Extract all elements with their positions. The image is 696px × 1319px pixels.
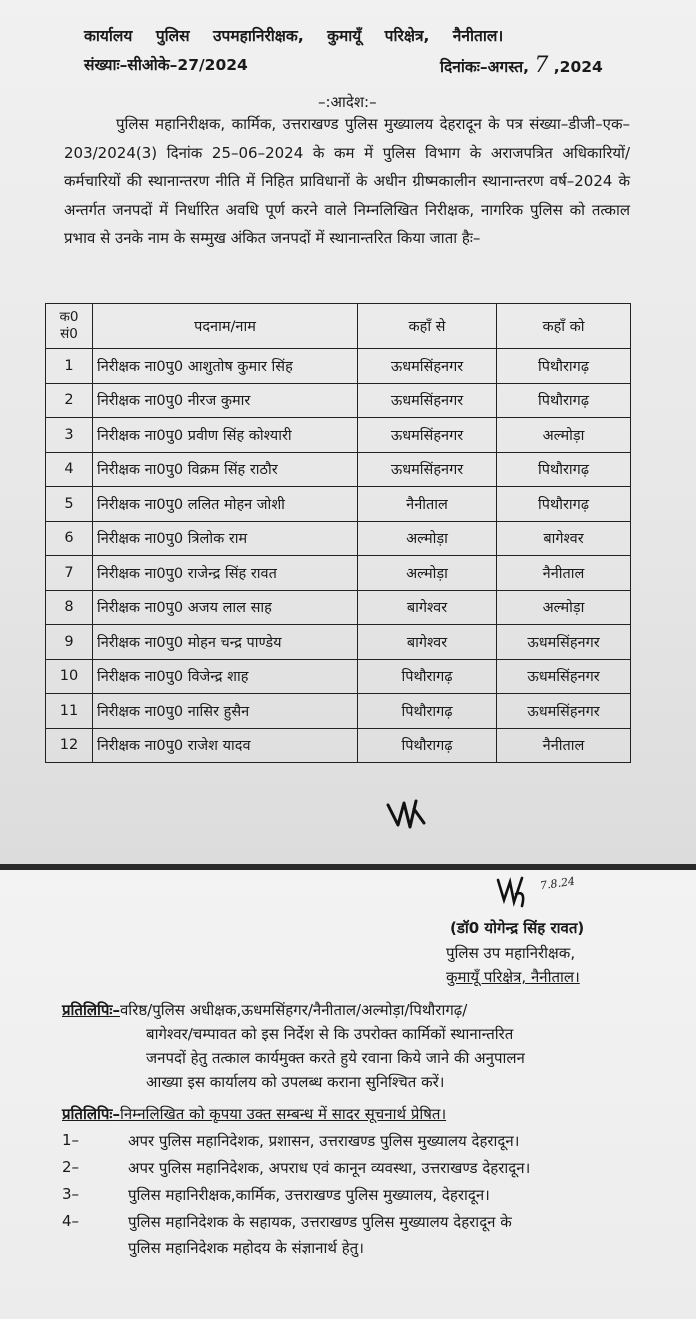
office-header: कार्यालय पुलिस उपमहानिरीक्षक, कुमायूँ परिक्षेत्र, नैनीताल।: [84, 27, 504, 45]
table-row: [46, 487, 631, 522]
to-cell: नैनीताल: [497, 728, 631, 763]
copy1-label: प्रतिलिपिः–: [62, 1001, 120, 1019]
table-row: [46, 556, 631, 591]
table-row: [46, 625, 631, 660]
table-header-row: [46, 304, 631, 349]
reference-number: संख्याः–सीओके–27/2024: [84, 56, 248, 74]
initial-mark: [384, 795, 434, 833]
from-cell: बागेश्वर: [358, 625, 497, 660]
to-cell: नैनीताल: [497, 556, 631, 591]
copy1-line1: [62, 1000, 467, 1020]
serial-cell: 8: [46, 590, 93, 625]
date-day: 7: [534, 53, 549, 78]
copy2-item-number: 3–: [62, 1185, 80, 1203]
from-cell: ऊधमसिंहनगर: [358, 452, 497, 487]
serial-cell: 5: [46, 487, 93, 522]
transfer-table: [45, 303, 631, 763]
serial-cell: 12: [46, 728, 93, 763]
from-cell: नैनीताल: [358, 487, 497, 522]
copy2-heading: [62, 1104, 446, 1124]
name-cell: निरीक्षक ना0पु0 अजय लाल साह: [93, 590, 358, 625]
table-row: [46, 349, 631, 384]
col-name-header: पदनाम/नाम: [93, 304, 358, 349]
name-cell: निरीक्षक ना0पु0 मोहन चन्द्र पाण्डेय: [93, 625, 358, 660]
to-cell: पिथौरागढ़: [497, 349, 631, 384]
to-cell: पिथौरागढ़: [497, 487, 631, 522]
copy1-line4: आख्या इस कार्यालय को उपलब्ध कराना सुनिश्चित करें।: [146, 1073, 445, 1091]
name-cell: निरीक्षक ना0पु0 प्रवीण सिंह कोश्यारी: [93, 418, 358, 453]
to-cell: ऊधमसिंहनगर: [497, 659, 631, 694]
copy1-line3: जनपदों हेतु तत्काल कार्यमुक्त करते हुये रवाना किये जाने की अनुपालन: [146, 1049, 525, 1067]
name-cell: निरीक्षक ना0पु0 त्रिलोक राम: [93, 521, 358, 556]
name-cell: निरीक्षक ना0पु0 राजेश यादव: [93, 728, 358, 763]
copy2-item-text: अपर पुलिस महानिदेशक, अपराध एवं कानून व्यवस्था, उत्तराखण्ड देहरादून।: [128, 1159, 531, 1177]
from-cell: अल्मोड़ा: [358, 521, 497, 556]
to-cell: ऊधमसिंहनगर: [497, 694, 631, 729]
signatory-designation: पुलिस उप महानिरीक्षक,: [446, 944, 576, 962]
serial-cell: 1: [46, 349, 93, 384]
signatory-office: कुमायूँ परिक्षेत्र, नैनीताल।: [446, 968, 580, 986]
table-row: [46, 728, 631, 763]
table-row: [46, 521, 631, 556]
from-cell: ऊधमसिंहनगर: [358, 349, 497, 384]
table-row: [46, 694, 631, 729]
name-cell: निरीक्षक ना0पु0 नीरज कुमार: [93, 383, 358, 418]
date-year: ,2024: [553, 58, 603, 76]
copy2-item-number: 2–: [62, 1158, 80, 1176]
copy2-label: प्रतिलिपिः–: [62, 1105, 120, 1123]
serial-cell: 6: [46, 521, 93, 556]
col-from-header: कहाँ से: [358, 304, 497, 349]
copy2-item-number: 4–: [62, 1212, 80, 1230]
serial-cell: 10: [46, 659, 93, 694]
name-cell: निरीक्षक ना0पु0 विक्रम सिंह राठौर: [93, 452, 358, 487]
name-cell: निरीक्षक ना0पु0 राजेन्द्र सिंह रावत: [93, 556, 358, 591]
name-cell: निरीक्षक ना0पु0 विजेन्द्र शाह: [93, 659, 358, 694]
from-cell: ऊधमसिंहनगर: [358, 383, 497, 418]
table-row: [46, 418, 631, 453]
signatory-name: (डॉ0 योगेन्द्र सिंह रावत): [450, 919, 585, 937]
order-title: –:आदेश:–: [318, 93, 377, 111]
table-row: [46, 452, 631, 487]
copy1-text: वरिष्ठ/पुलिस अधीक्षक,ऊधमसिंहगर/नैनीताल/अल्मोड़ा/पिथौरागढ़/: [119, 1001, 468, 1019]
from-cell: बागेश्वर: [358, 590, 497, 625]
to-cell: अल्मोड़ा: [497, 590, 631, 625]
copy2-heading-text: निम्नलिखित को कृपया उक्त सम्बन्ध में सादर सूचनार्थ प्रेषित।: [119, 1105, 447, 1123]
copy2-item-text: पुलिस महानिरीक्षक,कार्मिक, उत्तराखण्ड पुलिस मुख्यालय, देहरादून।: [128, 1186, 490, 1204]
from-cell: पिथौरागढ़: [358, 728, 497, 763]
to-cell: बागेश्वर: [497, 521, 631, 556]
copy2-item-continuation: पुलिस महानिदेशक महोदय के संज्ञानार्थ हेतु।: [128, 1239, 364, 1257]
date-label: दिनांकः–अगस्त,: [440, 58, 529, 76]
table-row: [46, 659, 631, 694]
serial-cell: 9: [46, 625, 93, 660]
name-cell: निरीक्षक ना0पु0 नासिर हुसैन: [93, 694, 358, 729]
order-body-paragraph: पुलिस महानिरीक्षक, कार्मिक, उत्तराखण्ड पुलिस मुख्यालय देहरादून के पत्र संख्या–डीजी–एक–203/2024(3) दिनांक 25–06–2024 के कम में पुलिस विभाग के अराजपत्रित अधिकारियों/कर्मचारियों की स्थानान्तरण नीति में निहित प्राविधानों के अधीन ग्रीष्मकालीन स्थानान्तरण वर्ष–2024 के अन्तर्गत जनपदों में निर्धारित अवधि पूर्ण करने वाले निम्नलिखित निरीक्षक, नागरिक पुलिस को तत्काल प्रभाव से उनके नाम के सम्मुख अंकित जनपदों में स्थानान्तरित किया जाता हैः–: [64, 115, 630, 248]
signature-date: 7.8.24: [539, 874, 576, 893]
serial-cell: 3: [46, 418, 93, 453]
to-cell: अल्मोड़ा: [497, 418, 631, 453]
serial-cell: 4: [46, 452, 93, 487]
name-cell: निरीक्षक ना0पु0 ललित मोहन जोशी: [93, 487, 358, 522]
copy2-item-number: 1–: [62, 1131, 80, 1149]
table-row: [46, 383, 631, 418]
copy2-item-text: पुलिस महानिदेशक के सहायक, उत्तराखण्ड पुलिस मुख्यालय देहरादून के: [128, 1213, 512, 1231]
from-cell: अल्मोड़ा: [358, 556, 497, 591]
to-cell: पिथौरागढ़: [497, 383, 631, 418]
col-to-header: कहाँ को: [497, 304, 631, 349]
name-cell: निरीक्षक ना0पु0 आशुतोष कुमार सिंह: [93, 349, 358, 384]
from-cell: पिथौरागढ़: [358, 694, 497, 729]
copy1-line2: बागेश्वर/चम्पावत को इस निर्देश से कि उपरोक्त कार्मिकों स्थानान्तरित: [146, 1025, 514, 1043]
serial-cell: 11: [46, 694, 93, 729]
serial-cell: 2: [46, 383, 93, 418]
table-row: [46, 590, 631, 625]
col-serial-header: क0 सं0: [46, 304, 93, 349]
copy2-item-text: अपर पुलिस महानिदेशक, प्रशासन, उत्तराखण्ड पुलिस मुख्यालय देहरादून।: [128, 1132, 520, 1150]
to-cell: ऊधमसिंहनगर: [497, 625, 631, 660]
order-date: [440, 53, 603, 78]
to-cell: पिथौरागढ़: [497, 452, 631, 487]
serial-cell: 7: [46, 556, 93, 591]
from-cell: ऊधमसिंहनगर: [358, 418, 497, 453]
from-cell: पिथौरागढ़: [358, 659, 497, 694]
